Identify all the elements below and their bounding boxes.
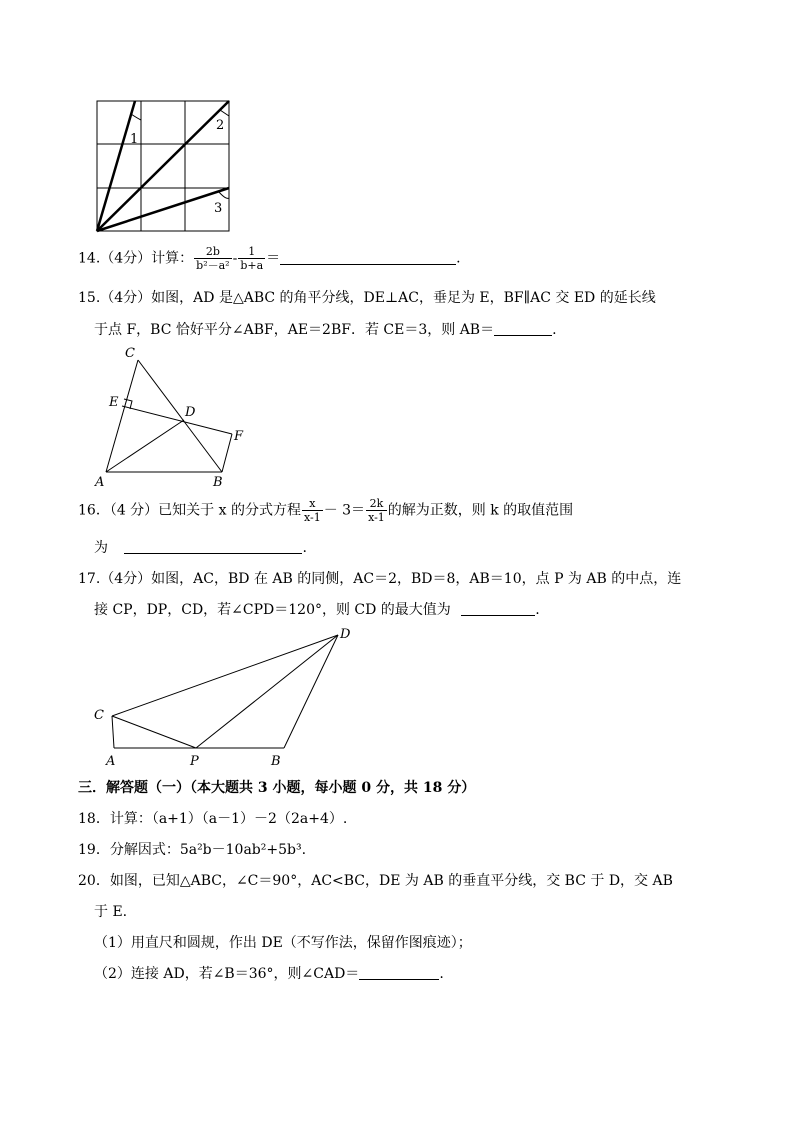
point-label-d: D: [340, 627, 351, 642]
segment-ac: [106, 360, 138, 472]
segment-pd: [196, 635, 338, 748]
grid-angles-figure: [90, 96, 240, 236]
q16-line-2-text: 为: [94, 540, 108, 556]
q16-fraction-1: [302, 497, 323, 524]
question-16-line-2: [94, 538, 307, 558]
q14-end: .: [456, 250, 461, 267]
question-19: 19．分解因式：5a²b－10ab²+5b³.: [78, 842, 307, 858]
angle-arc-2: [220, 110, 229, 116]
point-label-b: B: [213, 475, 223, 490]
point-label-f: F: [234, 429, 244, 444]
point-label-b: B: [271, 754, 281, 769]
point-label-p: P: [190, 754, 199, 769]
point-label-a: A: [106, 754, 116, 769]
angle-label-2: 2: [216, 118, 225, 133]
q15-line-2-text: 于点 F，BC 恰好平分∠ABF，AE＝2BF．若 CE＝3，则 AB＝: [94, 322, 495, 338]
quadrilateral-cpd-figure: [88, 622, 368, 772]
q14-frac2-numerator: 1: [238, 245, 265, 259]
q20-answer-blank: [359, 965, 439, 980]
q14-equals: ＝: [266, 250, 281, 267]
q16-prefix: 16．（4 分）已知关于 x 的分式方程: [78, 502, 301, 519]
question-20-line-1: 20．如图，已知△ABC，∠C＝90°，AC<BC，DE 为 AB 的垂直平分线，交 BC 于 D，交 AB: [78, 873, 673, 889]
section-3-title: 三．解答题（一）（本大题共 3 小题，每小题 0 分，共 18 分）: [78, 780, 476, 796]
q17-line-2-text: 接 CP，DP，CD，若∠CPD＝120°，则 CD 的最大值为: [94, 602, 451, 618]
q16-frac2-numerator: 2k: [366, 497, 387, 511]
triangle-abc-figure: [90, 340, 260, 490]
q14-fraction-1: [194, 245, 231, 272]
question-20-part-1: （1）用直尺和圆规，作出 DE（不写作法，保留作图痕迹）；: [94, 935, 472, 951]
q14-frac1-denominator: b²－a²: [196, 259, 230, 272]
q15-end: .: [552, 322, 557, 338]
segment-cd: [112, 635, 338, 716]
q20-end: .: [439, 966, 444, 982]
q20-part-2-text: （2）连接 AD，若∠B＝36°，则∠CAD＝: [94, 966, 360, 982]
q14-fraction-2: [238, 245, 265, 272]
segment-bf: [222, 434, 232, 472]
q14-prefix: 14.（4分）计算：: [78, 250, 194, 267]
point-label-d: D: [185, 405, 196, 420]
segment-cb: [138, 360, 222, 472]
q14-frac2-denominator: b+a: [240, 259, 264, 272]
q16-answer-blank: [124, 539, 302, 554]
q14-frac1-numerator: 2b: [194, 245, 231, 259]
q17-end: .: [535, 602, 540, 618]
question-15-line-2: [94, 320, 557, 340]
ray-3: [97, 188, 229, 231]
q14-answer-blank: [280, 250, 456, 265]
point-label-c: C: [125, 346, 135, 361]
segment-ef: [122, 406, 232, 434]
q16-suffix: 的解为正数，则 k 的取值范围: [387, 502, 574, 519]
question-14: [78, 245, 461, 272]
point-label-a: A: [95, 475, 105, 490]
point-label-e: E: [109, 395, 119, 410]
q15-answer-blank: [494, 321, 552, 336]
question-20-part-2: [94, 964, 444, 984]
question-18: 18．计算：（a+1）（a－1）－2（2a+4）.: [78, 811, 348, 827]
question-17-line-1: 17.（4分）如图，AC，BD 在 AB 的同侧，AC＝2，BD＝8，AB＝10，点 P 为 AB 的中点，连: [78, 571, 682, 587]
angle-label-3: 3: [214, 201, 223, 216]
question-20-line-2: 于 E.: [94, 904, 128, 920]
angle-arc-3: [218, 191, 229, 198]
q16-frac1-denominator: x-1: [303, 511, 321, 524]
q17-answer-blank: [461, 601, 535, 616]
question-17-line-2: [94, 600, 540, 620]
question-16-line-1: [78, 497, 573, 524]
angle-arc-1: [131, 114, 141, 120]
angle-label-1: 1: [130, 132, 139, 147]
segment-ad: [106, 420, 184, 472]
point-label-c: C: [94, 708, 104, 723]
q16-fraction-2: [366, 497, 387, 524]
q16-frac2-denominator: x-1: [368, 511, 385, 524]
q14-operator: -: [232, 250, 238, 267]
q16-frac1-numerator: x: [302, 497, 323, 511]
q16-middle: － 3＝: [323, 502, 366, 519]
segment-cp: [112, 716, 196, 748]
segment-ca: [112, 716, 114, 748]
q16-end: .: [302, 540, 307, 556]
question-15-line-1: 15.（4分）如图，AD 是△ABC 的角平分线，DE⊥AC，垂足为 E，BF∥AC 交 ED 的延长线: [78, 290, 656, 306]
